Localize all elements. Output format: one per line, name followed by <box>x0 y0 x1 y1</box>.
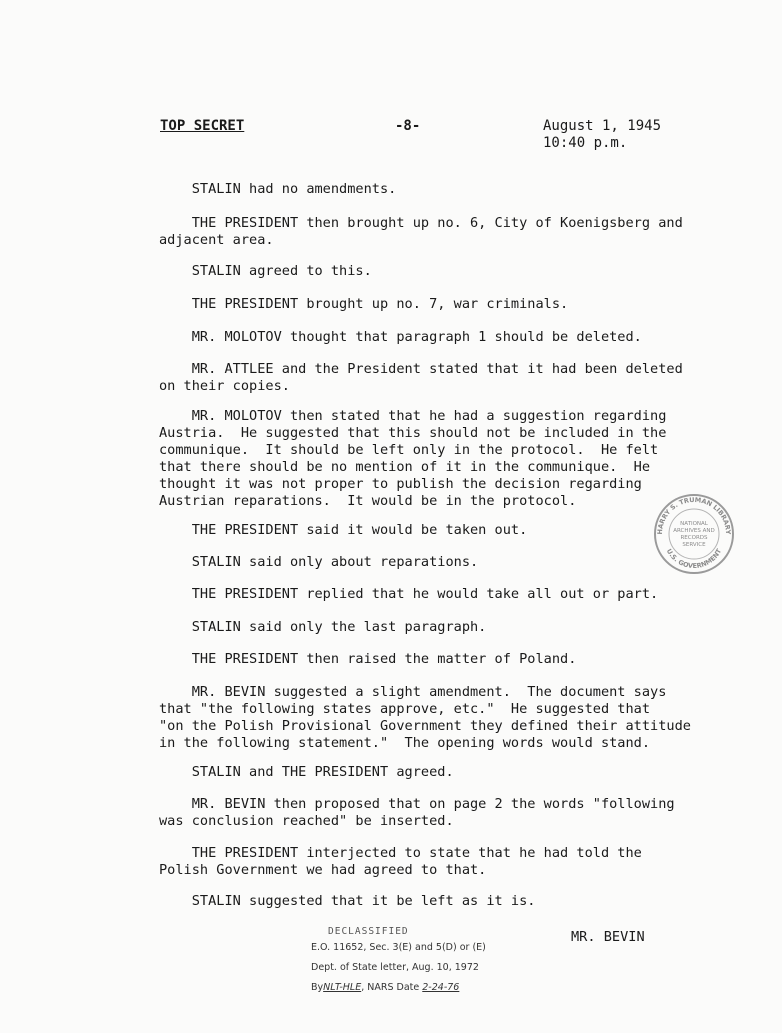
signature: NLT-HLE <box>323 982 362 993</box>
paragraph: STALIN agreed to this. <box>159 263 372 279</box>
paragraph: MR. ATTLEE and the President stated that it had been deleted on their copies. <box>159 361 683 394</box>
sign-mid: , NARS Date <box>361 982 420 993</box>
sign-date: 2-24-76 <box>422 982 460 993</box>
archives-stamp <box>652 492 736 576</box>
sign-prefix: By <box>311 982 324 993</box>
paragraph: MR. MOLOTOV then stated that he had a suggestion regarding Austria. He suggested that this should not be included in the communique. It should be left only in the protocol. He felt that there should be no mention of it in the communique. He thought it was not proper to publish the decision regarding Austrian reparations. It would be in the protocol. <box>159 408 667 509</box>
declassified-sign-line <box>311 982 459 994</box>
declassified-eo-line: E.O. 11652, Sec. 3(E) and 5(D) or (E) <box>311 942 486 953</box>
paragraph: THE PRESIDENT then brought up no. 6, City of Koenigsberg and adjacent area. <box>159 215 683 248</box>
paragraph: THE PRESIDENT replied that he would take all out or part. <box>159 586 659 602</box>
paragraph: THE PRESIDENT then raised the matter of Poland. <box>159 651 577 667</box>
classification-label: TOP SECRET <box>160 118 245 134</box>
stamp-arc-top: HARRY S. TRUMAN LIBRARY <box>655 495 733 535</box>
catchword: MR. BEVIN <box>571 929 645 945</box>
date-time <box>543 118 661 152</box>
date-line: August 1, 1945 <box>543 118 662 134</box>
declassified-label: DECLASSIFIED <box>328 926 409 937</box>
paragraph: MR. BEVIN suggested a slight amendment. The document says that "the following states approve, etc." He suggested that "on the Polish Provisional Government they defined their attitude in the following statement." The opening words would stand. <box>159 684 691 751</box>
paragraph: STALIN had no amendments. <box>159 181 397 197</box>
page-number: -8- <box>395 118 421 134</box>
stamp-arc-bottom: U.S. GOVERNMENT <box>664 547 724 571</box>
paragraph: THE PRESIDENT said it would be taken out. <box>159 522 528 538</box>
declassified-dept-line: Dept. of State letter, Aug. 10, 1972 <box>311 962 479 973</box>
paragraph: STALIN said only about reparations. <box>159 554 479 570</box>
paragraph: THE PRESIDENT interjected to state that he had told the Polish Government we had agreed to that. <box>159 845 642 878</box>
paragraph: MR. MOLOTOV thought that paragraph 1 should be deleted. <box>159 329 642 345</box>
stamp-line: SERVICE <box>682 542 706 548</box>
paragraph: STALIN suggested that it be left as it is. <box>159 893 536 909</box>
stamp-line: NATIONAL <box>680 521 708 527</box>
paragraph: STALIN said only the last paragraph. <box>159 619 487 635</box>
paragraph: MR. BEVIN then proposed that on page 2 the words "following was conclusion reached" be inserted. <box>159 796 675 829</box>
paragraph: THE PRESIDENT brought up no. 7, war criminals. <box>159 296 569 312</box>
stamp-line: ARCHIVES AND <box>673 528 715 534</box>
paragraph: STALIN and THE PRESIDENT agreed. <box>159 764 454 780</box>
stamp-line: RECORDS <box>680 535 708 541</box>
time-line: 10:40 p.m. <box>543 135 628 151</box>
